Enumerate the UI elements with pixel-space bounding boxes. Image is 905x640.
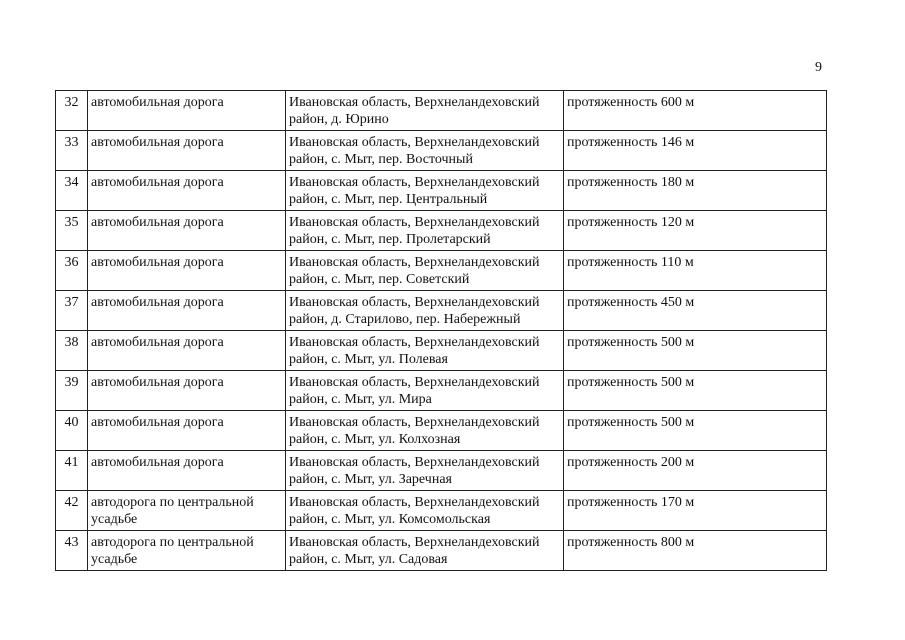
- address-line: Ивановская область, Верхнеландеховский: [289, 535, 540, 550]
- address-line: Ивановская область, Верхнеландеховский: [289, 455, 540, 470]
- table-row: [56, 291, 827, 331]
- road-address: [286, 131, 564, 171]
- address-line: район, с. Мыт, ул. Мира: [289, 392, 432, 407]
- address-line: Ивановская область, Верхнеландеховский: [289, 95, 540, 110]
- road-length: протяженность 800 м: [564, 531, 827, 571]
- road-type: автомобильная дорога: [88, 211, 286, 251]
- road-length: протяженность 600 м: [564, 91, 827, 131]
- road-type: автомобильная дорога: [88, 371, 286, 411]
- address-line: Ивановская область, Верхнеландеховский: [289, 255, 540, 270]
- road-length: протяженность 500 м: [564, 411, 827, 451]
- road-length: протяженность 120 м: [564, 211, 827, 251]
- road-address: [286, 291, 564, 331]
- road-type: автомобильная дорога: [88, 171, 286, 211]
- road-address: [286, 211, 564, 251]
- table-row: [56, 451, 827, 491]
- row-number: 32: [56, 91, 88, 131]
- road-type: автомобильная дорога: [88, 451, 286, 491]
- road-length: протяженность 110 м: [564, 251, 827, 291]
- road-address: [286, 411, 564, 451]
- road-length: протяженность 450 м: [564, 291, 827, 331]
- road-type: автомобильная дорога: [88, 291, 286, 331]
- table-row: [56, 411, 827, 451]
- row-number: 43: [56, 531, 88, 571]
- table-row: [56, 131, 827, 171]
- road-type: автодорога по центральной усадьбе: [88, 491, 286, 531]
- row-number: 39: [56, 371, 88, 411]
- address-line: Ивановская область, Верхнеландеховский: [289, 495, 540, 510]
- address-line: Ивановская область, Верхнеландеховский: [289, 375, 540, 390]
- road-type: автомобильная дорога: [88, 131, 286, 171]
- road-address: [286, 451, 564, 491]
- address-line: район, с. Мыт, пер. Центральный: [289, 192, 488, 207]
- row-number: 42: [56, 491, 88, 531]
- row-number: 38: [56, 331, 88, 371]
- address-line: район, д. Старилово, пер. Набережный: [289, 312, 521, 327]
- row-number: 37: [56, 291, 88, 331]
- road-length: протяженность 180 м: [564, 171, 827, 211]
- address-line: Ивановская область, Верхнеландеховский: [289, 215, 540, 230]
- address-line: Ивановская область, Верхнеландеховский: [289, 175, 540, 190]
- roads-table-body: [56, 91, 827, 571]
- address-line: район, с. Мыт, ул. Колхозная: [289, 432, 461, 447]
- road-type: автомобильная дорога: [88, 331, 286, 371]
- road-type: автомобильная дорога: [88, 251, 286, 291]
- row-number: 34: [56, 171, 88, 211]
- address-line: район, с. Мыт, пер. Восточный: [289, 152, 473, 167]
- address-line: район, с. Мыт, пер. Пролетарский: [289, 232, 491, 247]
- road-length: протяженность 170 м: [564, 491, 827, 531]
- road-type: автодорога по центральной усадьбе: [88, 531, 286, 571]
- table-row: [56, 171, 827, 211]
- row-number: 41: [56, 451, 88, 491]
- road-address: [286, 371, 564, 411]
- roads-table: [55, 90, 827, 571]
- road-address: [286, 491, 564, 531]
- row-number: 35: [56, 211, 88, 251]
- address-line: Ивановская область, Верхнеландеховский: [289, 335, 540, 350]
- table-row: [56, 331, 827, 371]
- road-address: [286, 331, 564, 371]
- road-length: протяженность 146 м: [564, 131, 827, 171]
- address-line: район, с. Мыт, пер. Советский: [289, 272, 470, 287]
- road-type: автомобильная дорога: [88, 411, 286, 451]
- address-line: Ивановская область, Верхнеландеховский: [289, 415, 540, 430]
- row-number: 36: [56, 251, 88, 291]
- table-row: [56, 251, 827, 291]
- road-address: [286, 251, 564, 291]
- road-address: [286, 171, 564, 211]
- table-row: [56, 491, 827, 531]
- address-line: Ивановская область, Верхнеландеховский: [289, 295, 540, 310]
- table-row: [56, 531, 827, 571]
- row-number: 40: [56, 411, 88, 451]
- page-number: 9: [815, 60, 822, 75]
- road-address: [286, 91, 564, 131]
- table-row: [56, 211, 827, 251]
- road-length: протяженность 200 м: [564, 451, 827, 491]
- table-row: [56, 91, 827, 131]
- road-address: [286, 531, 564, 571]
- table-row: [56, 371, 827, 411]
- road-length: протяженность 500 м: [564, 331, 827, 371]
- road-length: протяженность 500 м: [564, 371, 827, 411]
- road-type: автомобильная дорога: [88, 91, 286, 131]
- address-line: район, с. Мыт, ул. Комсомольская: [289, 512, 491, 527]
- row-number: 33: [56, 131, 88, 171]
- address-line: район, д. Юрино: [289, 112, 389, 127]
- address-line: район, с. Мыт, ул. Полевая: [289, 352, 448, 367]
- address-line: район, с. Мыт, ул. Садовая: [289, 552, 448, 567]
- address-line: район, с. Мыт, ул. Заречная: [289, 472, 452, 487]
- address-line: Ивановская область, Верхнеландеховский: [289, 135, 540, 150]
